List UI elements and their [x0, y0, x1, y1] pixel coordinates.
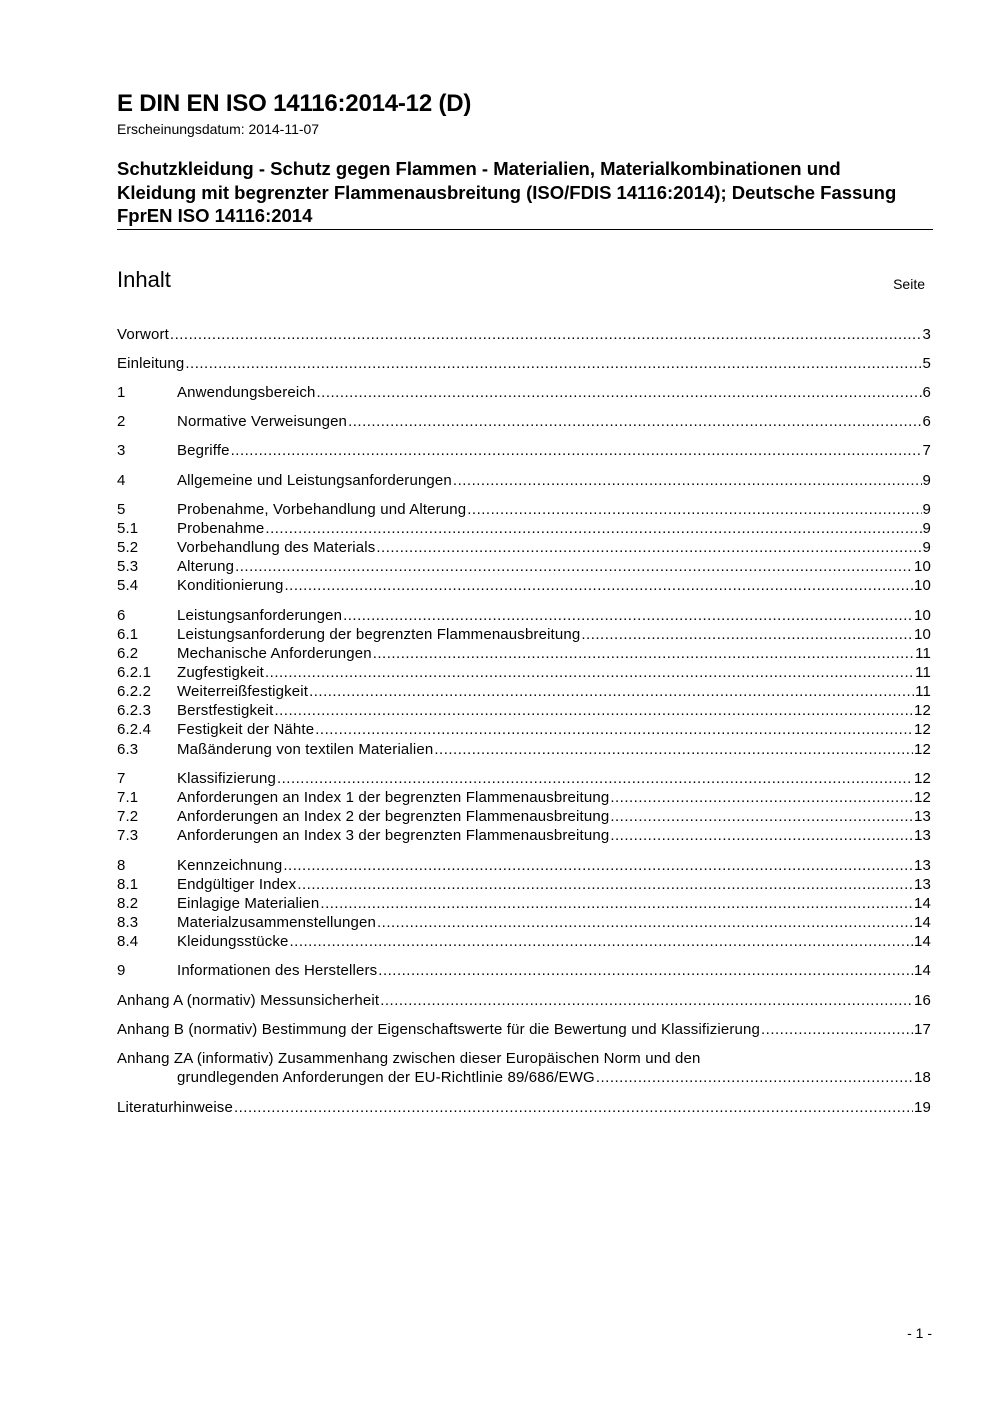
toc-entry-label: Kennzeichnung	[177, 857, 283, 874]
toc-entry-label: Mechanische Anforderungen	[177, 645, 372, 662]
toc-entry-page: 10	[914, 558, 931, 575]
toc-entry-page: 12	[914, 702, 931, 719]
toc-entry-page: 13	[914, 808, 931, 825]
toc-entry-number: 6.3	[117, 741, 139, 758]
toc-entry-number: 5.3	[117, 558, 139, 575]
toc-entry-label: Maßänderung von textilen Materialien	[177, 741, 434, 758]
toc-entry[interactable]	[117, 500, 931, 519]
toc-dot-leader	[316, 383, 921, 402]
toc-entry-page: 12	[914, 721, 931, 738]
toc-entry-label: Probenahme, Vorbehandlung und Alterung	[177, 501, 467, 518]
toc-dot-leader	[453, 471, 922, 490]
toc-entry-number: 8.2	[117, 895, 139, 912]
toc-entry-page: 12	[914, 789, 931, 806]
toc-entry-number: 6	[117, 607, 126, 624]
toc-dot-leader	[265, 663, 914, 682]
toc-entry-number: 3	[117, 442, 126, 459]
toc-dot-leader	[285, 576, 914, 595]
document-id: E DIN EN ISO 14116:2014-12 (D)	[117, 90, 472, 117]
toc-entry-number: 5.2	[117, 539, 139, 556]
toc-entry[interactable]	[117, 991, 931, 1010]
toc-entry-number: 6.2.1	[117, 664, 152, 681]
toc-dot-leader	[610, 826, 913, 845]
toc-entry-page: 10	[914, 607, 931, 624]
toc-entry-label: Klassifizierung	[177, 770, 276, 787]
toc-entry[interactable]	[117, 606, 931, 625]
toc-entry-page: 11	[915, 645, 931, 662]
toc-entry-label: Anforderungen an Index 3 der begrenzten Flammenausbreitung	[177, 827, 610, 844]
toc-entry-label: Leistungsanforderung der begrenzten Flammenausbreitung	[177, 626, 581, 643]
toc-entry[interactable]	[117, 701, 931, 720]
toc-dot-leader	[274, 701, 913, 720]
toc-entry-page: 14	[914, 962, 931, 979]
toc-dot-leader	[309, 682, 914, 701]
toc-entry-label: Allgemeine und Leistungsanforderungen	[177, 472, 452, 489]
toc-entry[interactable]	[117, 788, 931, 807]
toc-entry-page: 6	[922, 384, 931, 401]
toc-entry-number: 8.4	[117, 933, 139, 950]
toc-entry-page: 3	[922, 326, 931, 343]
toc-entry-label: Endgültiger Index	[177, 876, 297, 893]
toc-entry[interactable]	[117, 932, 931, 951]
toc-entry-number: 8	[117, 857, 126, 874]
toc-entry-page: 17	[914, 1021, 931, 1038]
toc-entry-number: 6.2.2	[117, 683, 152, 700]
toc-entry-page: 7	[922, 442, 931, 459]
toc-entry[interactable]	[117, 1049, 931, 1068]
toc-entry-continuation[interactable]	[117, 1068, 931, 1087]
toc-entry-label: Literaturhinweise	[117, 1099, 233, 1116]
toc-dot-leader	[380, 991, 913, 1010]
toc-entry-label: Berstfestigkeit	[177, 702, 274, 719]
toc-entry-label: Anhang A (normativ) Messunsicherheit	[117, 992, 380, 1009]
toc-dot-leader	[610, 807, 913, 826]
toc-entry[interactable]	[117, 354, 931, 373]
toc-entry-page: 14	[914, 933, 931, 950]
toc-entry-number: 7	[117, 770, 126, 787]
toc-dot-leader	[434, 740, 913, 759]
toc-dot-leader	[283, 856, 913, 875]
toc-entry-page: 9	[922, 539, 931, 556]
toc-dot-leader	[320, 894, 913, 913]
table-of-contents	[117, 0, 931, 1403]
toc-entry-number: 7.2	[117, 808, 139, 825]
toc-entry-label: Anhang ZA (informativ) Zusammenhang zwischen dieser Europäischen Norm und den	[117, 1050, 701, 1067]
toc-dot-leader	[581, 625, 913, 644]
toc-entry[interactable]	[117, 913, 931, 932]
toc-dot-leader	[234, 1098, 913, 1117]
toc-entry-page: 13	[914, 876, 931, 893]
toc-entry[interactable]	[117, 383, 931, 402]
toc-entry-label: Vorbehandlung des Materials	[177, 539, 376, 556]
toc-entry-label: grundlegenden Anforderungen der EU-Richtlinie 89/686/EWG	[177, 1069, 595, 1086]
toc-entry-label: Anwendungsbereich	[177, 384, 316, 401]
toc-entry-label: Zugfestigkeit	[177, 664, 264, 681]
toc-entry[interactable]	[117, 894, 931, 913]
document-title: Schutzkleidung - Schutz gegen Flammen - Materialien, Materialkombinationen und Kleidung mit begrenzter Flammenausbreitung (ISO/FDIS 14116:2014); Deutsche Fassung FprEN ISO 14116:2014	[117, 158, 897, 226]
toc-entry-page: 14	[914, 895, 931, 912]
toc-dot-leader	[265, 519, 921, 538]
toc-entry-page: 9	[922, 520, 931, 537]
toc-entry-number: 8.3	[117, 914, 139, 931]
toc-entry[interactable]	[117, 769, 931, 788]
toc-dot-leader	[377, 913, 913, 932]
toc-entry[interactable]	[117, 856, 931, 875]
toc-dot-leader	[315, 720, 913, 739]
toc-entry-label: Weiterreißfestigkeit	[177, 683, 309, 700]
toc-entry-page: 11	[915, 683, 931, 700]
toc-dot-leader	[610, 788, 913, 807]
toc-entry-label: Materialzusammenstellungen	[177, 914, 376, 931]
toc-entry[interactable]	[117, 663, 931, 682]
toc-entry-label: Anforderungen an Index 1 der begrenzten Flammenausbreitung	[177, 789, 610, 806]
toc-dot-leader	[289, 932, 913, 951]
toc-entry-page: 12	[914, 741, 931, 758]
toc-entry[interactable]	[117, 740, 931, 759]
toc-entry[interactable]	[117, 625, 931, 644]
toc-entry-number: 5	[117, 501, 126, 518]
toc-heading: Inhalt	[117, 267, 171, 292]
toc-entry[interactable]	[117, 826, 931, 845]
toc-entry-number: 6.2	[117, 645, 139, 662]
toc-entry-page: 18	[914, 1069, 931, 1086]
toc-entry-label: Festigkeit der Nähte	[177, 721, 315, 738]
toc-entry[interactable]	[117, 576, 931, 595]
toc-entry-label: Leistungsanforderungen	[177, 607, 343, 624]
page-number: - 1 -	[907, 1325, 932, 1341]
toc-entry-number: 7.3	[117, 827, 139, 844]
toc-dot-leader	[373, 644, 914, 663]
toc-dot-leader	[235, 557, 913, 576]
toc-page-column-heading: Seite	[893, 276, 925, 292]
toc-entry-page: 10	[914, 577, 931, 594]
publication-date: Erscheinungsdatum: 2014-11-07	[117, 121, 320, 137]
toc-entry[interactable]	[117, 1098, 931, 1117]
toc-entry-label: Alterung	[177, 558, 235, 575]
toc-entry-number: 5.1	[117, 520, 139, 537]
toc-entry-label: Kleidungsstücke	[177, 933, 289, 950]
toc-entry-label: Anforderungen an Index 2 der begrenzten Flammenausbreitung	[177, 808, 610, 825]
toc-entry[interactable]	[117, 875, 931, 894]
toc-dot-leader	[348, 412, 921, 431]
toc-dot-leader	[185, 354, 921, 373]
toc-entry-label: Konditionierung	[177, 577, 284, 594]
toc-entry-page: 16	[914, 992, 931, 1009]
toc-entry[interactable]	[117, 682, 931, 701]
toc-entry[interactable]	[117, 471, 931, 490]
toc-entry-page: 19	[914, 1099, 931, 1116]
toc-dot-leader	[378, 961, 913, 980]
toc-entry[interactable]	[117, 412, 931, 431]
toc-entry-label: Begriffe	[177, 442, 230, 459]
toc-entry[interactable]	[117, 441, 931, 460]
toc-entry-label: Einleitung	[117, 355, 185, 372]
toc-entry-page: 9	[922, 472, 931, 489]
toc-entry-page: 14	[914, 914, 931, 931]
toc-entry-label: Vorwort	[117, 326, 169, 343]
toc-entry-number: 6.2.3	[117, 702, 152, 719]
toc-entry[interactable]	[117, 1020, 931, 1039]
toc-entry-page: 6	[922, 413, 931, 430]
toc-dot-leader	[170, 325, 922, 344]
toc-dot-leader	[277, 769, 913, 788]
toc-entry-page: 11	[915, 664, 931, 681]
toc-entry-label: Informationen des Herstellers	[177, 962, 378, 979]
toc-dot-leader	[343, 606, 913, 625]
toc-entry[interactable]	[117, 961, 931, 980]
toc-entry-page: 10	[914, 626, 931, 643]
toc-entry-label: Einlagige Materialien	[177, 895, 320, 912]
toc-entry-label: Normative Verweisungen	[177, 413, 348, 430]
toc-entry-page: 12	[914, 770, 931, 787]
toc-dot-leader	[467, 500, 921, 519]
toc-entry-page: 13	[914, 827, 931, 844]
toc-entry[interactable]	[117, 519, 931, 538]
toc-entry-number: 6.1	[117, 626, 139, 643]
toc-entry[interactable]	[117, 644, 931, 663]
toc-entry[interactable]	[117, 538, 931, 557]
toc-entry-number: 6.2.4	[117, 721, 152, 738]
toc-entry-page: 5	[922, 355, 931, 372]
toc-entry-number: 9	[117, 962, 126, 979]
toc-dot-leader	[297, 875, 913, 894]
toc-entry-number: 8.1	[117, 876, 139, 893]
toc-entry-number: 5.4	[117, 577, 139, 594]
toc-entry-label: Anhang B (normativ) Bestimmung der Eigenschaftswerte für die Bewertung und Klassifizierung	[117, 1021, 760, 1038]
toc-entry-label: Probenahme	[177, 520, 265, 537]
toc-entry[interactable]	[117, 807, 931, 826]
toc-dot-leader	[761, 1020, 913, 1039]
toc-entry[interactable]	[117, 720, 931, 739]
toc-dot-leader	[231, 441, 922, 460]
toc-entry-page: 9	[922, 501, 931, 518]
toc-entry[interactable]	[117, 557, 931, 576]
toc-entry-number: 2	[117, 413, 126, 430]
toc-entry-page: 13	[914, 857, 931, 874]
toc-dot-leader	[596, 1068, 913, 1087]
toc-entry-number: 7.1	[117, 789, 139, 806]
toc-dot-leader	[376, 538, 921, 557]
toc-entry[interactable]	[117, 325, 931, 344]
toc-entry-number: 1	[117, 384, 126, 401]
toc-entry-number: 4	[117, 472, 126, 489]
